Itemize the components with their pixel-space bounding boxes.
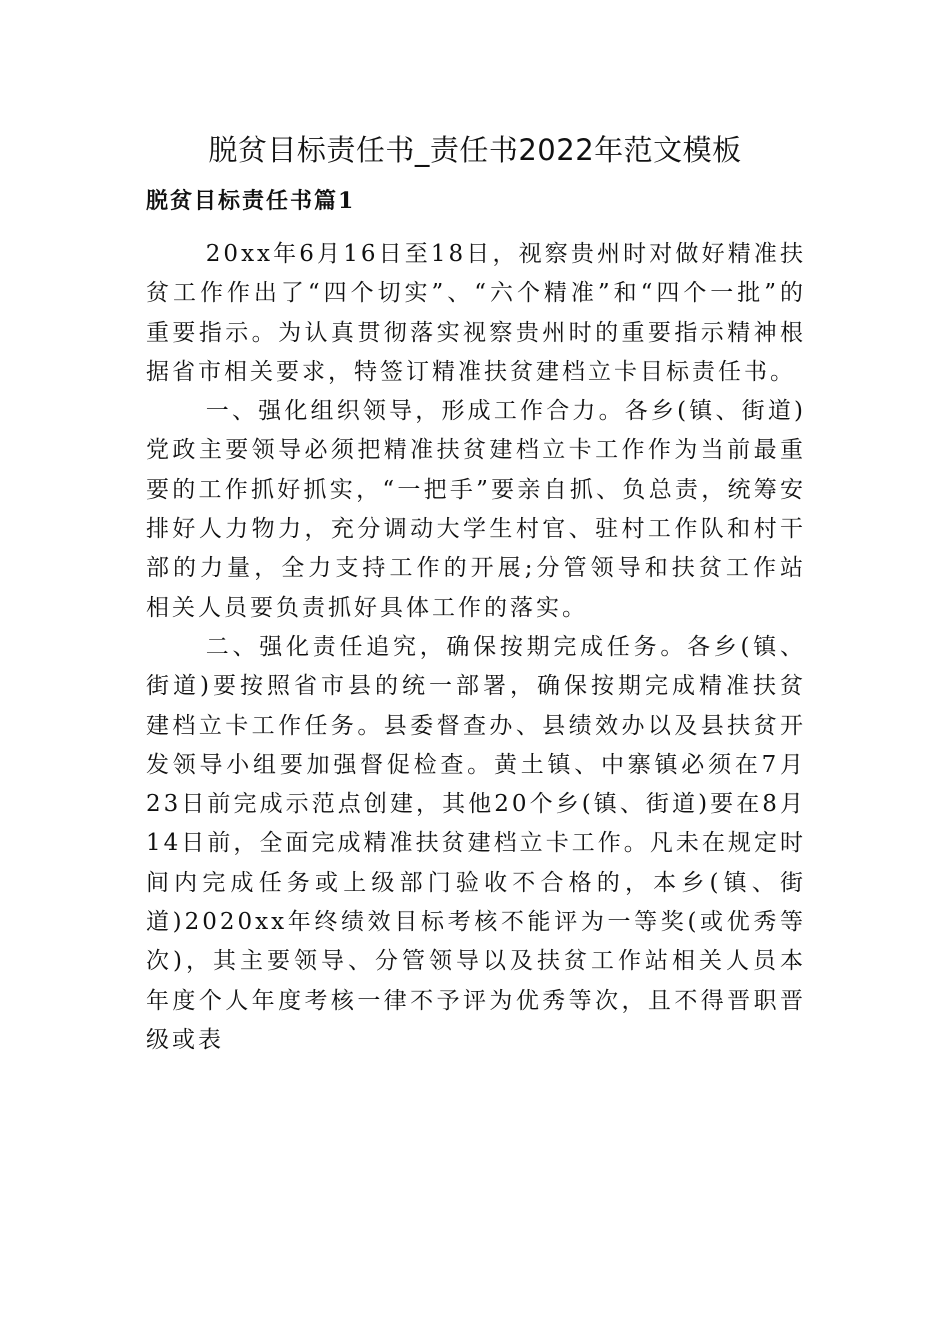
paragraph-organization: 一、强化组织领导，形成工作合力。各乡(镇、街道)党政主要领导必须把精准扶贫建档立卡工作作为当前最重要的工作抓好抓实，“一把手”要亲自抓、负总责，统筹安排好人力物力，充分调动大学生村官、驻村工作队和村干部的力量，全力支持工作的开展;分管领导和扶贫工作站相关人员要负责抓好具体工作的落实。 bbox=[146, 398, 806, 621]
document-title: 脱贫目标责任书_责任书2022年范文模板 bbox=[208, 133, 742, 167]
section-heading: 脱贫目标责任书篇1 bbox=[146, 188, 356, 214]
paragraph-responsibility: 二、强化责任追究，确保按期完成任务。各乡(镇、街道)要按照省市县的统一部署，确保按期完成精准扶贫建档立卡工作任务。县委督查办、县绩效办以及县扶贫开发领导小组要加强督促检查。黄土镇、中寨镇必须在7月23日前完成示范点创建，其他20个乡(镇、街道)要在8月14日前，全面完成精准扶贫建档立卡工作。凡未在规定时间内完成任务或上级部门验收不合格的，本乡(镇、街道)2020xx年终绩效目标考核不能评为一等奖(或优秀等次)，其主要领导、分管领导以及扶贫工作站相关人员本年度个人年度考核一律不予评为优秀等次，且不得晋职晋级或表 bbox=[146, 633, 806, 1053]
paragraph-intro: 20xx年6月16日至18日，视察贵州时对做好精准扶贫工作作出了“四个切实”、“六个精准”和“四个一批”的重要指示。为认真贯彻落实视察贵州时的重要指示精神根据省市相关要求，特签订精准扶贫建档立卡目标责任书。 bbox=[146, 241, 806, 385]
document-body bbox=[146, 235, 806, 1060]
